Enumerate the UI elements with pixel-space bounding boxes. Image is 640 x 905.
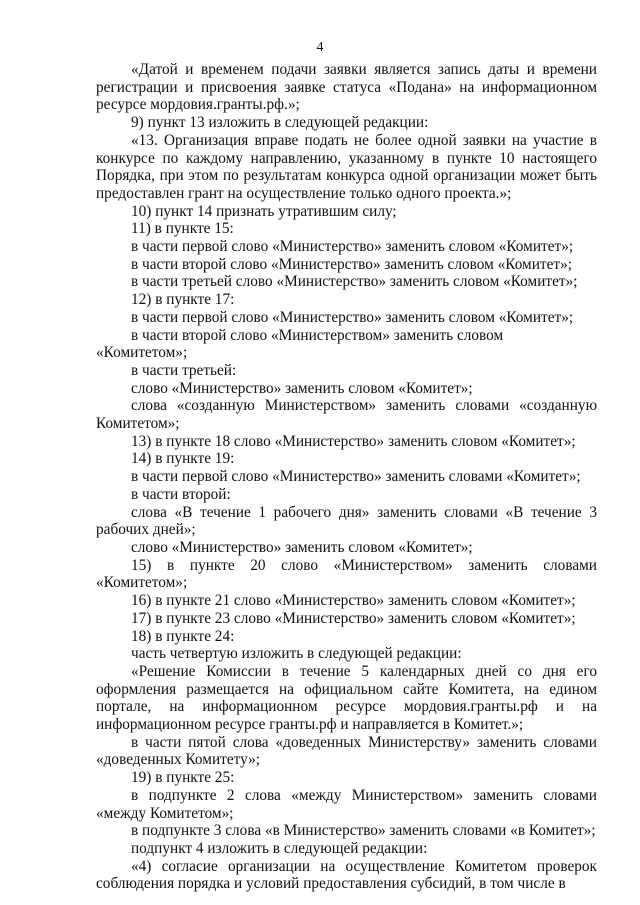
- paragraph: «4) согласие организации на осуществление Комитетом проверок соблюдения порядка и условий предоставления субсидий, в том числе в: [96, 857, 597, 893]
- paragraph: в подпункте 2 слова «между Министерством» заменить словами «между Комитетом»;: [96, 786, 597, 822]
- paragraph: 13) в пункте 18 слово «Министерство» заменить словом «Комитет»;: [131, 432, 576, 450]
- paragraph: 9) пункт 13 изложить в следующей редакции:: [131, 114, 429, 132]
- paragraph: в части второй слово «Министерство» заменить словом «Комитет»;: [131, 255, 572, 273]
- paragraph: в части пятой слова «доведенных Министерству» заменить словами «доведенных Комитету»;: [96, 733, 597, 769]
- paragraph: слова «созданную Министерством» заменить словами «созданную Комитетом»;: [96, 397, 597, 433]
- paragraph: подпункт 4 изложить в следующей редакции:: [131, 839, 428, 857]
- paragraph: слово «Министерство» заменить словом «Комитет»;: [131, 379, 473, 397]
- page-number: 4: [316, 40, 324, 55]
- paragraph: 12) в пункте 17:: [131, 291, 235, 309]
- paragraph: слово «Министерство» заменить словом «Комитет»;: [131, 538, 473, 556]
- paragraph: «Датой и временем подачи заявки является запись даты и времени регистрации и присвоения заявке статуса «Подана» на информационном ресурсе мордовия.гранты.рф.»;: [96, 61, 597, 114]
- paragraph: «Решение Комиссии в течение 5 календарных дней со дня его оформления размещается на официальном сайте Комитета, на едином портале, на информационном ресурсе мордовия.гранты.рф и на информационном ресурсе гранты.рф и направляется в Комитет.»;: [96, 662, 597, 734]
- paragraph: 10) пункт 14 признать утратившим силу;: [131, 202, 397, 220]
- paragraph: 18) в пункте 24:: [131, 627, 235, 645]
- paragraph: слова «В течение 1 рабочего дня» заменить словами «В течение 3 рабочих дней»;: [96, 503, 597, 539]
- document-body: [96, 61, 597, 893]
- paragraph: часть четвертую изложить в следующей редакции:: [131, 645, 462, 663]
- paragraph: 19) в пункте 25:: [131, 769, 235, 787]
- paragraph: 11) в пункте 15:: [131, 220, 234, 238]
- paragraph: в части первой слово «Министерство» заменить словом «Комитет»;: [131, 238, 574, 256]
- paragraph: 15) в пункте 20 слово «Министерством» заменить словами «Комитетом»;: [96, 556, 597, 592]
- paragraph: в части первой слово «Министерство» заменить словом «Комитет»;: [131, 308, 574, 326]
- paragraph: 14) в пункте 19:: [131, 450, 235, 468]
- paragraph: «13. Организация вправе подать не более одной заявки на участие в конкурсе по каждому направлению, указанному в пункте 10 настоящего Порядка, при этом по результатам конкурса одной организации может быть предоставлен грант на осуществление только одного проекта.»;: [96, 131, 597, 202]
- paragraph: 17) в пункте 23 слово «Министерство» заменить словом «Комитет»;: [131, 609, 576, 627]
- paragraph: в подпункте 3 слова «в Министерство» заменить словами «в Комитет»;: [131, 822, 596, 840]
- paragraph: в части первой слово «Министерство» заменить словами «Комитет»;: [131, 468, 581, 486]
- paragraph: в части третьей:: [131, 361, 237, 379]
- paragraph: в части третьей слово «Министерство» заменить словом «Комитет»;: [131, 273, 578, 291]
- paragraph: в части второй:: [131, 485, 231, 503]
- paragraph: 16) в пункте 21 слово «Министерство» заменить словом «Комитет»;: [131, 592, 576, 610]
- paragraph: в части второй слово «Министерством» заменить словом «Комитетом»;: [96, 326, 504, 362]
